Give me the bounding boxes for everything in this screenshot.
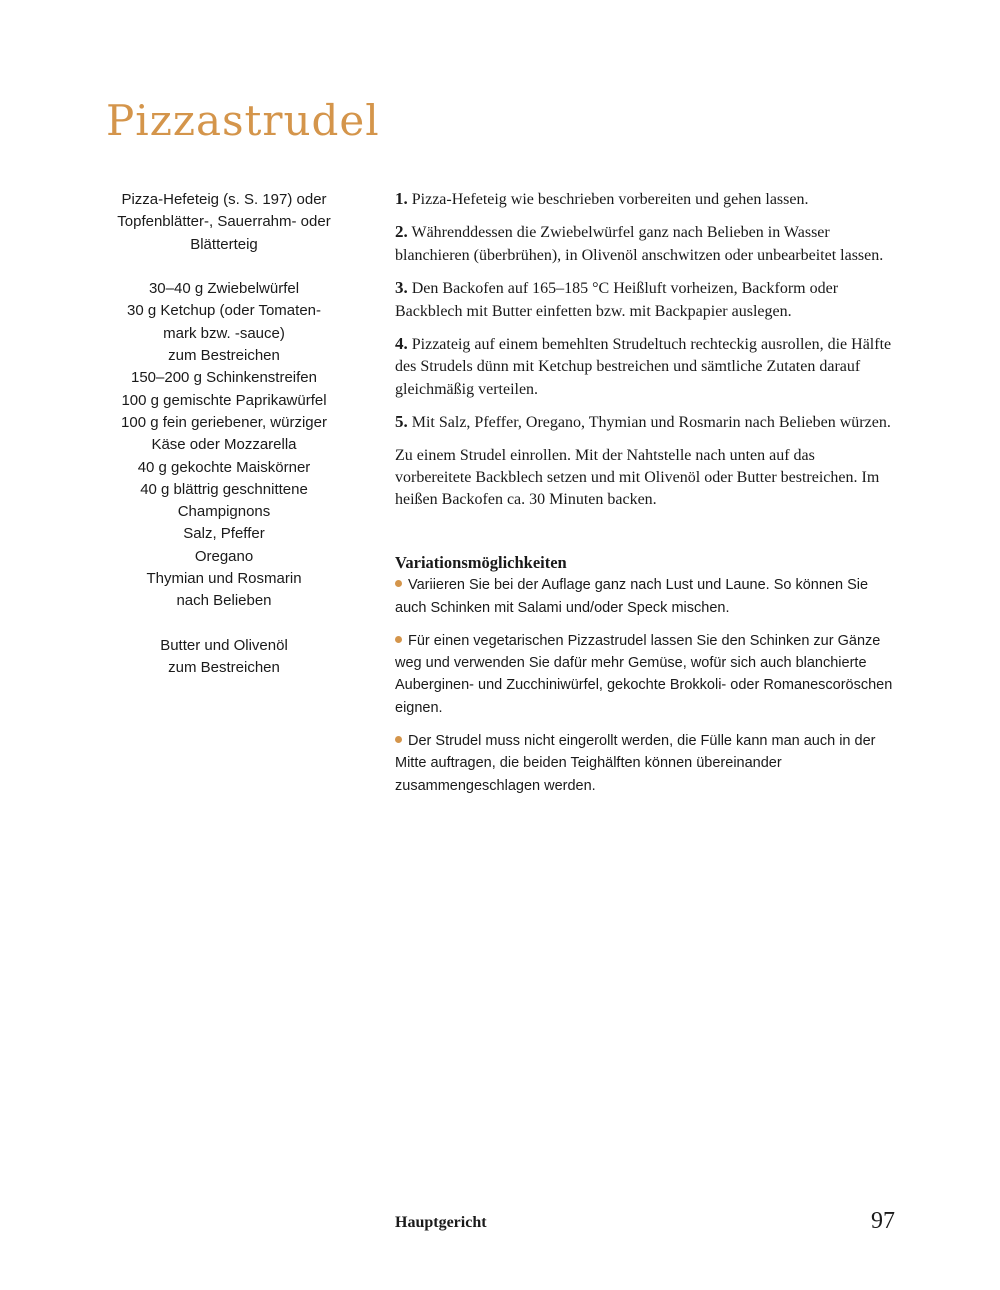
ingredient-line: Oregano (194, 547, 254, 565)
recipe-title: Pizzastrudel (106, 96, 380, 145)
bullet-dot-icon (395, 636, 402, 643)
ingredient-line: Pizza-Hefeteig (s. S. 197) oder (121, 191, 327, 208)
step-2 (395, 221, 895, 267)
ingredient-group (96, 278, 352, 612)
list-item (395, 630, 895, 719)
ingredient-line: Käse oder Mozzarella (151, 436, 297, 454)
step-number: 2. (395, 222, 408, 242)
step-text: Pizza-Hefeteig wie beschrieben vorbereiten und gehen lassen. (411, 191, 809, 208)
variation-text: Für einen vegetarischen Pizzastrudel lassen Sie den Schinken zur Gänze weg und verwenden Sie dafür mehr Gemüse, wofür sich auch blanchierte Auberginen- und Zucchiniwürfel, gekochte Brokkoli- oder Romanescoröschen eignen. (395, 632, 893, 716)
ingredient-line: 150–200 g Schinkenstreifen (131, 369, 317, 387)
step-number: 1. (395, 189, 408, 208)
ingredient-line: mark bzw. -sauce) (163, 324, 285, 342)
step-3 (395, 277, 895, 323)
ingredient-line: 40 g blättrig geschnittene (140, 480, 308, 498)
step-text: Mit Salz, Pfeffer, Oregano, Thymian und Rosmarin nach Belieben würzen. (411, 414, 891, 432)
instructions (395, 188, 895, 808)
ingredient-line: 30 g Ketchup (oder Tomaten- (126, 302, 321, 320)
step-text: Pizzateig auf einem bemehlten Strudeltuch rechteckig ausrollen, die Hälfte des Strudels dünn mit Ketchup bestreichen und sämtliche Zutaten darauf gleichmäßig verteilen. (395, 336, 892, 398)
ingredient-line: Butter und Olivenöl (160, 636, 288, 654)
ingredient-line: 100 g gemischte Paprikawürfel (121, 391, 327, 409)
step-text: Währenddessen die Zwiebelwürfel ganz nach Belieben in Wasser blanchieren (überbrühen), in Olivenöl anschwitzen oder unbearbeitet lassen. (395, 224, 884, 264)
variation-text: Der Strudel muss nicht eingerollt werden, die Fülle kann man auch in der Mitte auftragen, die beiden Teighälften können übereinander zusammengeschlagen werden. (395, 733, 876, 794)
step-number: 5. (395, 412, 408, 432)
ingredient-line: Champignons (177, 503, 271, 521)
step-number: 3. (395, 278, 408, 298)
step-5 (395, 411, 895, 434)
variations-heading: Variationsmöglichkeiten (395, 552, 567, 572)
ingredient-line: Topfenblätter-, Sauerrahm- oder (117, 213, 331, 231)
ingredient-line: Thymian und Rosmarin (146, 570, 302, 588)
step-text: Den Backofen auf 165–185 °C Heißluft vorheizen, Backform oder Backblech mit Butter einfetten bzw. mit Backpapier auslegen. (395, 280, 839, 320)
ingredient-line: Blätterteig (190, 235, 258, 253)
ingredient-group (96, 635, 352, 680)
section-label: Hauptgericht (395, 1214, 487, 1231)
list-item (395, 730, 895, 797)
closing-paragraph: Zu einem Strudel einrollen. Mit der Nahtstelle nach unten auf das vorbereitete Backblech setzen und mit Olivenöl oder Butter bestreichen. Im heißen Backofen ca. 30 Minuten backen. (395, 446, 880, 509)
list-item (395, 574, 895, 619)
ingredient-group (96, 189, 352, 256)
ingredient-line: 100 g fein geriebener, würziger (121, 413, 327, 431)
ingredient-list (96, 189, 352, 702)
bullet-dot-icon (395, 736, 402, 743)
ingredient-line: 30–40 g Zwiebelwürfel (148, 280, 300, 298)
ingredient-line: Salz, Pfeffer (183, 525, 265, 543)
ingredient-line: zum Bestreichen (168, 659, 280, 677)
variation-text: Variieren Sie bei der Auflage ganz nach Lust und Laune. So können Sie auch Schinken mit Salami und/oder Speck mischen. (395, 577, 869, 616)
step-4 (395, 333, 895, 401)
ingredient-line: zum Bestreichen (168, 347, 280, 365)
step-number: 4. (395, 334, 408, 354)
ingredient-line: nach Belieben (176, 592, 272, 610)
page-number: 97 (871, 1208, 895, 1234)
variations-list (395, 574, 895, 797)
step-1 (395, 188, 895, 211)
bullet-dot-icon (395, 580, 402, 587)
ingredient-line: 40 g gekochte Maiskörner (137, 458, 311, 476)
